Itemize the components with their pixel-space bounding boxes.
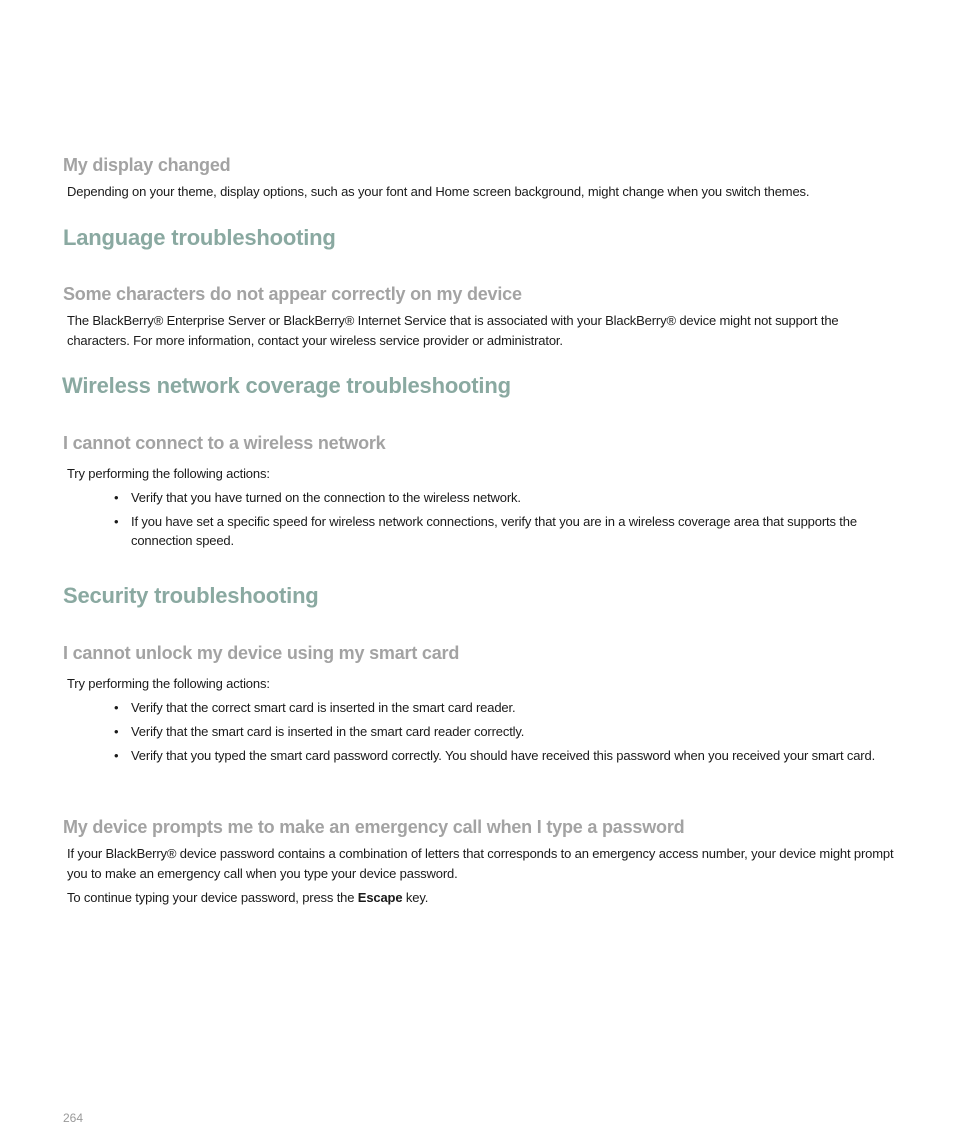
list-item xyxy=(114,698,891,717)
list-item xyxy=(114,746,891,765)
paragraph-characters: The BlackBerry® Enterprise Server or BlackBerry® Internet Service that is associated with your BlackBerry® device might not support the characters. For more information, contact your wireless service provider or administrator. xyxy=(67,313,839,348)
list-item-text: Verify that the smart card is inserted in the smart card reader correctly. xyxy=(131,724,525,739)
heading-emergency-call: My device prompts me to make an emergency call when I type a password xyxy=(63,817,685,837)
page-number: 264 xyxy=(63,1111,84,1125)
heading-smart-card: I cannot unlock my device using my smart card xyxy=(63,643,460,663)
list-item-text: Verify that the correct smart card is inserted in the smart card reader. xyxy=(131,700,516,715)
paragraph-emergency-call: If your BlackBerry® device password contains a combination of letters that corresponds to an emergency access number, your device might prompt you to make an emergency call when you type your device password. xyxy=(67,846,894,881)
escape-text-after: key. xyxy=(402,890,429,905)
bullet-marker: • xyxy=(114,748,119,763)
list-item-text: Verify that you have turned on the connection to the wireless network. xyxy=(131,490,521,505)
heading-display-changed: My display changed xyxy=(63,155,231,175)
paragraph-escape-key xyxy=(67,888,897,908)
bullet-marker: • xyxy=(114,490,119,505)
heading-characters: Some characters do not appear correctly on my device xyxy=(63,284,522,304)
section-title-wireless: Wireless network coverage troubleshooting xyxy=(62,373,511,398)
paragraph-try-actions-wireless: Try performing the following actions: xyxy=(67,466,270,481)
bullet-marker: • xyxy=(114,724,119,739)
list-item xyxy=(114,722,891,741)
heading-cannot-connect: I cannot connect to a wireless network xyxy=(63,433,386,453)
section-title-language: Language troubleshooting xyxy=(63,225,336,250)
bullet-marker: • xyxy=(114,700,119,715)
list-item xyxy=(114,512,891,550)
escape-text-before: To continue typing your device password, press the xyxy=(67,890,358,905)
escape-key-label: Escape xyxy=(357,890,403,905)
list-item-text: Verify that you typed the smart card password correctly. You should have received this password when you received your smart card. xyxy=(131,748,876,763)
section-title-security: Security troubleshooting xyxy=(63,583,319,608)
bullet-marker: • xyxy=(114,514,119,529)
list-item-text: If you have set a specific speed for wireless network connections, verify that you are in a wireless coverage area that supports the connection speed. xyxy=(131,514,857,548)
list-item xyxy=(114,488,891,507)
paragraph-try-actions-smartcard: Try performing the following actions: xyxy=(67,676,270,691)
paragraph-display-changed: Depending on your theme, display options, such as your font and Home screen background, might change when you switch themes. xyxy=(67,184,810,199)
